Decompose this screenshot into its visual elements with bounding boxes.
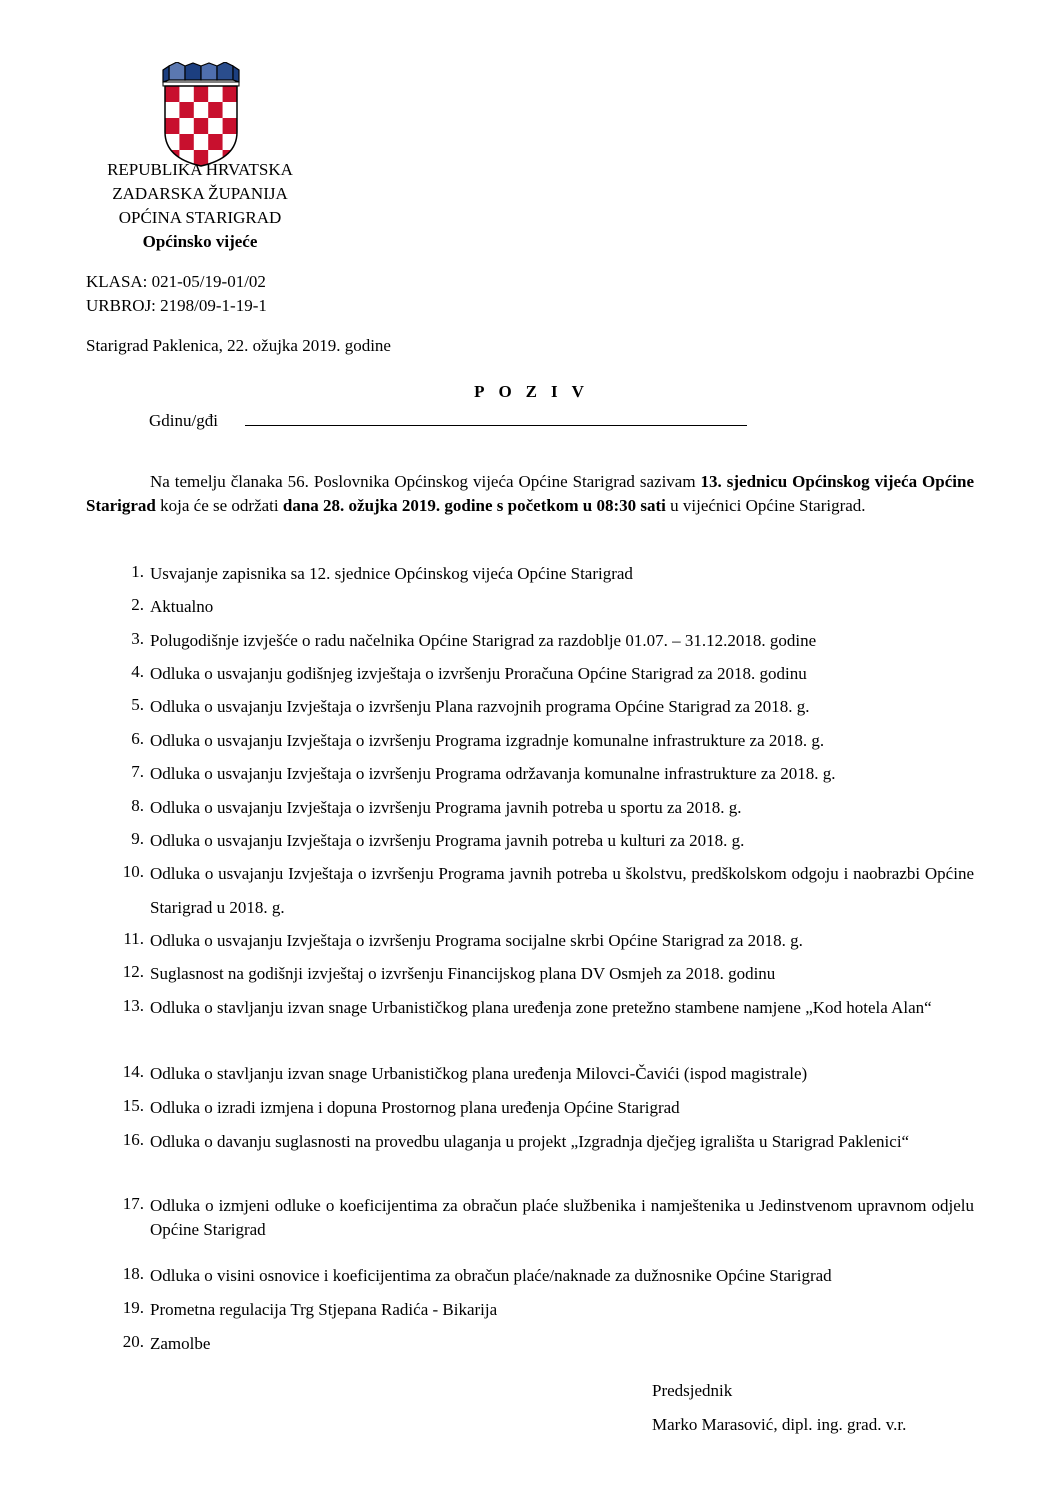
agenda-item-text: Odluka o usvajanju Izvještaja o izvršenju Programa javnih potreba u sportu za 2018. g. <box>150 798 742 817</box>
agenda-item-number: 7. <box>131 762 144 781</box>
agenda-item-text: Usvajanje zapisnika sa 12. sjednice Općinskog vijeća Općine Starigrad <box>150 564 633 583</box>
agenda-item-text: Odluka o davanju suglasnosti na provedbu ulaganja u projekt „Izgradnja dječjeg igrališta u Starigrad Paklenici“ <box>150 1132 910 1151</box>
agenda-item-text: Suglasnost na godišnji izvještaj o izvršenju Financijskog plana DV Osmjeh za 2018. godinu <box>150 964 776 983</box>
agenda-item-number: 17. <box>122 1194 144 1213</box>
shield-square <box>208 86 223 102</box>
agenda-item-number: 14. <box>122 1062 144 1081</box>
agenda-item-text: Odluka o usvajanju Izvještaja o izvršenju Plana razvojnih programa Općine Starigrad za 2018. g. <box>150 697 810 716</box>
shield-square <box>165 102 180 118</box>
agenda-item-text: Polugodišnje izvješće o radu načelnika Općine Starigrad za razdoblje 01.07. – 31.12.2018. godine <box>150 631 817 650</box>
agenda-item-text: Odluka o stavljanju izvan snage Urbanističkog plana uređenja zone pretežno stambene namjene „Kod hotela Alan“ <box>150 998 932 1017</box>
shield-square <box>194 118 209 134</box>
shield-square <box>208 134 223 150</box>
agenda-item-number: 19. <box>122 1298 144 1317</box>
agenda-item-text: Odluka o usvajanju Izvještaja o izvršenju Programa socijalne skrbi Općine Starigrad za 2018. g. <box>150 931 803 950</box>
agenda-item-text: Odluka o usvajanju godišnjeg izvještaja o izvršenju Proračuna Općine Starigrad za 2018. godinu <box>150 664 807 683</box>
shield-square <box>194 86 209 102</box>
document-date: Starigrad Paklenica, 22. ožujka 2019. godine <box>86 336 391 355</box>
agenda-item-number: 13. <box>122 996 144 1015</box>
signature-role: Predsjednik <box>652 1381 733 1400</box>
agenda-item-text: Odluka o stavljanju izvan snage Urbanističkog plana uređenja Milovci-Čavići (ispod magistrale) <box>150 1064 808 1083</box>
shield-square <box>194 134 209 150</box>
agenda-item-number: 5. <box>131 695 144 714</box>
reference-numbers <box>86 270 267 318</box>
agenda-item-number: 16. <box>122 1130 144 1149</box>
shield-square <box>208 102 223 118</box>
agenda-item-number: 1. <box>131 562 144 581</box>
agenda-item-number: 20. <box>122 1332 144 1351</box>
shield-square <box>179 102 194 118</box>
agenda-item-number: 10. <box>122 862 144 881</box>
shield-square <box>165 86 180 102</box>
shield-square <box>179 134 194 150</box>
agenda-item-text: Odluka o izmjeni odluke o koeficijentima za obračun plaće službenika i namještenika u Jedinstvenom upravnom odjelu Općine Starigrad <box>150 1196 974 1239</box>
signature-name: Marko Marasović, dipl. ing. grad. v.r. <box>652 1415 907 1434</box>
recipient-field <box>149 411 749 431</box>
klasa-number: KLASA: 021-05/19-01/02 <box>86 272 266 291</box>
shield-square <box>208 118 223 134</box>
intro-datetime-bold: dana 28. ožujka 2019. godine s početkom u 08:30 sati <box>282 496 666 515</box>
agenda-item-number: 12. <box>122 962 144 981</box>
agenda-item-number: 6. <box>131 729 144 748</box>
agenda-item-text: Odluka o usvajanju Izvještaja o izvršenju Programa izgradnje komunalne infrastrukture za 2018. g. <box>150 731 825 750</box>
agenda-item-text: Odluka o izradi izmjena i dopuna Prostornog plana uređenja Općine Starigrad <box>150 1098 680 1117</box>
agenda-item-number: 4. <box>131 662 144 681</box>
shield-square <box>223 86 238 102</box>
agenda-item-text: Odluka o usvajanju Izvještaja o izvršenju Programa javnih potreba u školstvu, predškolskom odgoju i naobrazbi Općine Starigrad u 2018. g. <box>150 864 974 917</box>
shield-square <box>165 118 180 134</box>
agenda-item-number: 15. <box>122 1096 144 1115</box>
intro-text-3: u vijećnici Općine Starigrad. <box>665 496 866 515</box>
issuer-header <box>80 158 320 254</box>
shield-square <box>223 102 238 118</box>
agenda-item-text: Aktualno <box>150 597 214 616</box>
intro-text-1: Na temelju članaka 56. Poslovnika Općinskog vijeća Općine Starigrad sazivam <box>150 472 701 491</box>
intro-text-2: koja će se održati <box>155 496 283 515</box>
document-title: POZIV <box>474 382 598 401</box>
agenda-item-text: Zamolbe <box>150 1334 211 1353</box>
council-name: Općinsko vijeće <box>142 232 258 251</box>
agenda-item-number: 18. <box>122 1264 144 1283</box>
urbroj-number: URBROJ: 2198/09-1-19-1 <box>86 296 267 315</box>
agenda-item-number: 9. <box>131 829 144 848</box>
shield-square <box>179 86 194 102</box>
shield-square <box>194 102 209 118</box>
croatian-coat-of-arms-icon <box>161 62 241 168</box>
municipality-name: OPĆINA STARIGRAD <box>118 208 282 227</box>
agenda-item-number: 3. <box>131 629 144 648</box>
signature-block <box>652 1374 906 1442</box>
agenda-item-text: Odluka o usvajanju Izvještaja o izvršenju Programa javnih potreba u kulturi za 2018. g. <box>150 831 745 850</box>
county-name: ZADARSKA ŽUPANIJA <box>112 184 288 203</box>
agenda-item-text: Prometna regulacija Trg Stjepana Radića - Bikarija <box>150 1300 498 1319</box>
recipient-label: Gdinu/gđi <box>149 411 218 430</box>
agenda-item-number: 8. <box>131 796 144 815</box>
intro-session-bold: 13. sjednicu Općinskog vijeća Općine Starigrad <box>86 472 974 515</box>
agenda-item-text: Odluka o usvajanju Izvještaja o izvršenju Programa održavanja komunalne infrastrukture za 2018. g. <box>150 764 836 783</box>
shield-square <box>179 118 194 134</box>
agenda-item-text: Odluka o visini osnovice i koeficijentima za obračun plaće/naknade za dužnosnike Općine Starigrad <box>150 1266 832 1285</box>
shield-square <box>223 118 238 134</box>
country-name: REPUBLIKA HRVATSKA <box>107 160 293 179</box>
recipient-blank-line <box>245 425 747 426</box>
agenda-item-number: 2. <box>131 595 144 614</box>
agenda-item-number: 11. <box>123 929 144 948</box>
intro-paragraph <box>86 470 974 518</box>
